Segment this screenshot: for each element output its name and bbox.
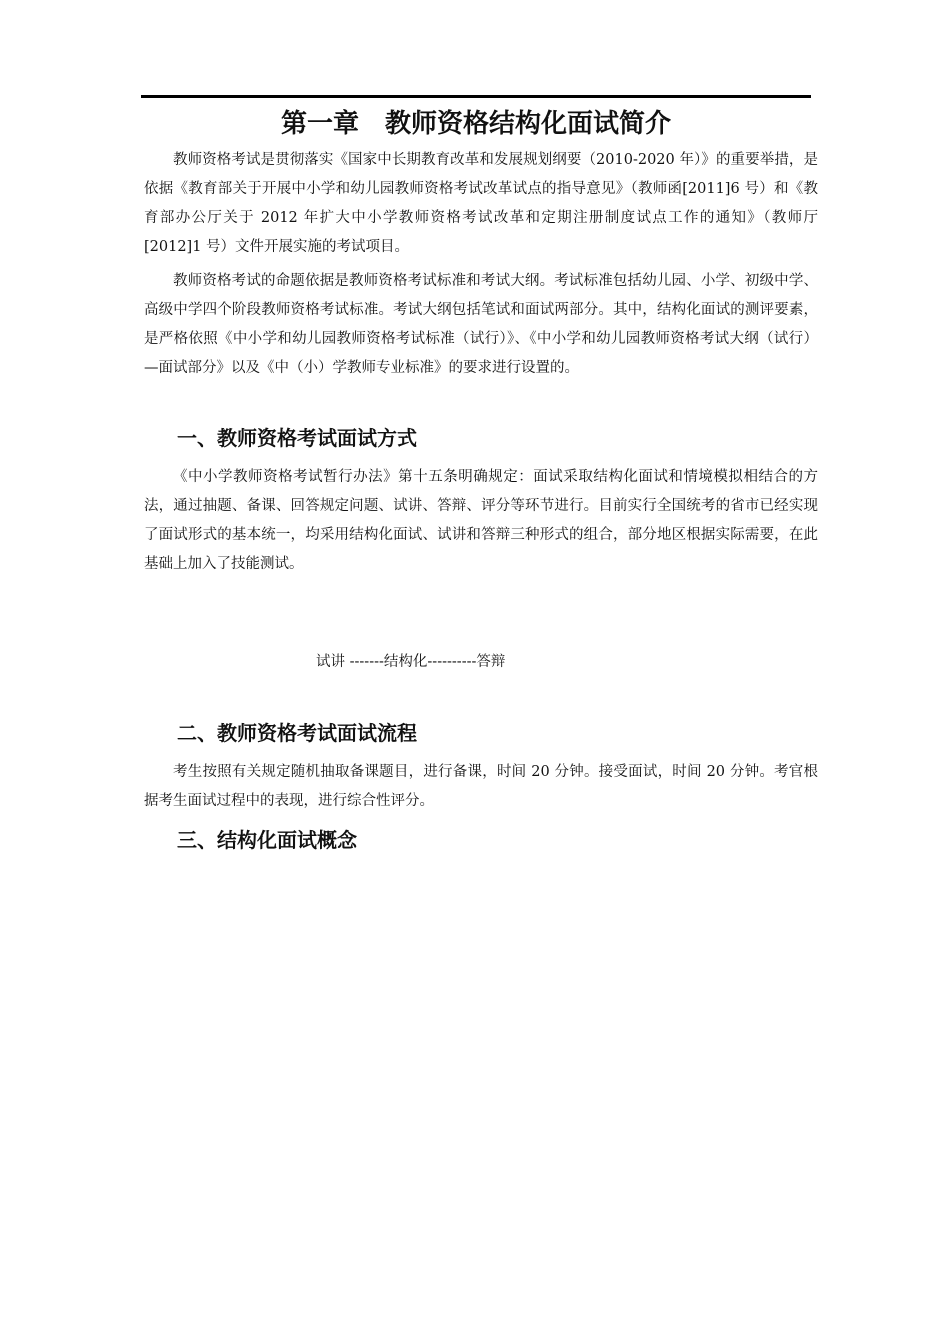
intro-paragraph-1: 教师资格考试是贯彻落实《国家中长期教育改革和发展规划纲要（2010-2020 年）》的重要举措，是依据《教育部关于开展中小学和幼儿园教师资格考试改革试点的指导意见》（教师函[2011]6 号）和《教育部办公厅关于 2012 年扩大中小学教师资格考试改革和定期注册制度试点工作的通知》（教师厅[2012]1 号）文件开展实施的考试项目。	[144, 152, 818, 255]
section-heading-interview-process: 二、教师资格考试面试流程	[177, 721, 417, 745]
chapter-title: 第一章 教师资格结构化面试简介	[280, 109, 671, 139]
interview-format-paragraph: 《中小学教师资格考试暂行办法》第十五条明确规定：面试采取结构化面试和情境模拟相结合的方法，通过抽题、备课、回答规定问题、试讲、答辩、评分等环节进行。目前实行全国统考的省市已经实现了面试形式的基本统一，均采用结构化面试、试讲和答辩三种形式的组合，部分地区根据实际需要，在此基础上加入了技能测试。	[144, 469, 818, 572]
header-rule	[141, 95, 811, 98]
section-heading-interview-format: 一、教师资格考试面试方式	[177, 426, 417, 450]
intro-paragraph-2: 教师资格考试的命题依据是教师资格考试标准和考试大纲。考试标准包括幼儿园、小学、初级中学、高级中学四个阶段教师资格考试标准。考试大纲包括笔试和面试两部分。其中，结构化面试的测评要素，是严格依照《中小学和幼儿园教师资格考试标准（试行）》、《中小学和幼儿园教师资格考试大纲（试行）—面试部分》以及《中（小）学教师专业标准》的要求进行设置的。	[144, 273, 818, 376]
interview-flow-line: 试讲 -------结构化----------答辩	[316, 654, 506, 670]
interview-process-paragraph: 考生按照有关规定随机抽取备课题目，进行备课，时间 20 分钟。接受面试，时间 20 分钟。考官根据考生面试过程中的表现，进行综合性评分。	[144, 764, 818, 809]
section-heading-structured-concept: 三、结构化面试概念	[177, 828, 357, 852]
